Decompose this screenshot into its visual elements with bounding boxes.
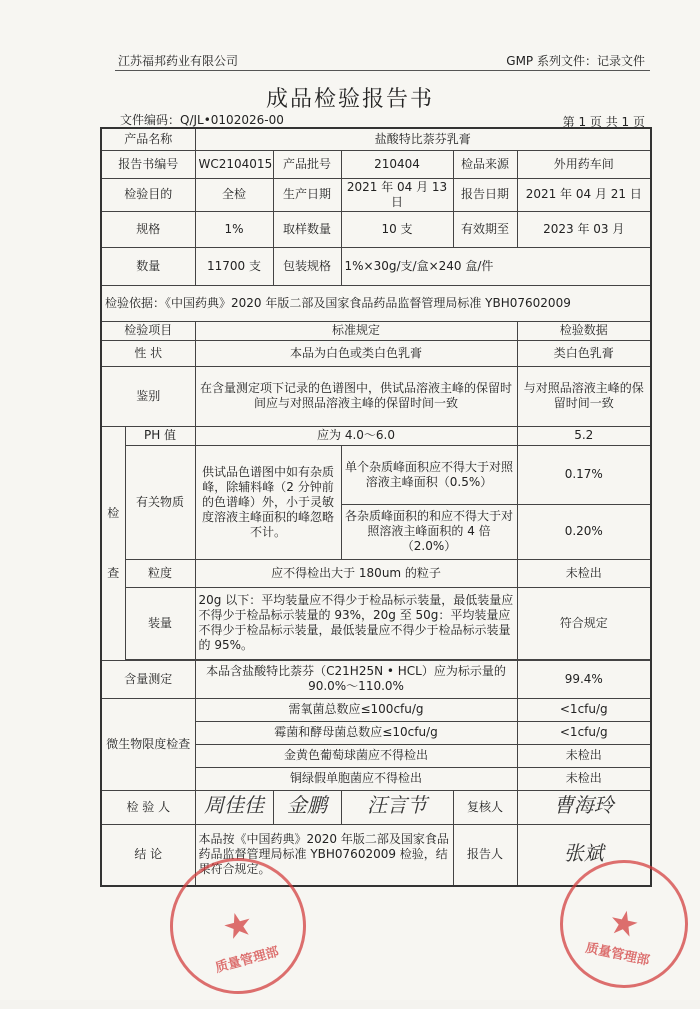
character-label: 性 状 <box>101 340 195 366</box>
stamp-star-icon: ★ <box>604 901 644 947</box>
micro-result-2: <1cfu/g <box>517 721 651 744</box>
conclusion-text: 本品按《中国药典》2020 年版二部及国家食品药品监督管理局标准 YBH07602009 检验，结果符合规定。 <box>195 824 453 886</box>
company-name: 江苏福邦药业有限公司 <box>118 54 239 68</box>
identification-result: 与对照品溶液主峰的保留时间一致 <box>517 366 651 426</box>
doc-number: 文件编码：Q/JL•0102026-00 <box>120 113 284 127</box>
gmp-label: GMP 系列文件：记录文件 <box>506 54 645 68</box>
row-assay <box>101 660 651 698</box>
row-character <box>101 340 651 366</box>
stamp-right-text: 质量管理部 <box>584 940 651 969</box>
product-name-label: 产品名称 <box>101 128 195 150</box>
inspector-signature-1 <box>195 790 273 824</box>
reporter-label: 报告人 <box>453 824 517 886</box>
particle-label: 粒度 <box>125 559 195 587</box>
row-fill <box>101 587 651 659</box>
micro-standard-2: 霉菌和酵母菌总数应≤10cfu/g <box>195 721 517 744</box>
assay-label: 含量测定 <box>101 660 195 698</box>
assay-standard: 本品含盐酸特比萘芬（C21H25N • HCL）应为标示量的 90.0%～110.0% <box>195 660 517 698</box>
col-item-header: 检验项目 <box>101 321 195 340</box>
report-date-value: 2021 年 04 月 21 日 <box>517 178 651 211</box>
row-inspector <box>101 790 651 824</box>
related-general-standard: 供试品色谱图中如有杂质峰，除辅料峰（2 分钟前的色谱峰）外，小于灵敏度溶液主峰面积的峰忽略不计。 <box>195 445 341 559</box>
fill-label: 装量 <box>125 587 195 659</box>
fill-result: 符合规定 <box>517 587 651 659</box>
particle-result: 未检出 <box>517 559 651 587</box>
micro-standard-3: 金黄色葡萄球菌应不得检出 <box>195 744 517 767</box>
expiry-value: 2023 年 03 月 <box>517 211 651 247</box>
sample-qty-label: 取样数量 <box>273 211 341 247</box>
reporter-signature-text: 张斌 <box>563 840 604 865</box>
report-date-label: 报告日期 <box>453 178 517 211</box>
report-title: 成品检验报告书 <box>265 87 434 112</box>
qty-value: 11700 支 <box>195 247 273 285</box>
related-total-standard: 各杂质峰面积的和应不得大于对照溶液主峰面积的 4 倍（2.0%） <box>341 504 517 559</box>
spec-label: 规格 <box>101 211 195 247</box>
fill-standard: 20g 以下：平均装量应不得少于检品标示装量，最低装量应不得少于检品标示装量的 93%，20g 至 50g：平均装量应不得少于检品标示装量，最低装量应不得少于检品标示装量的 95%。 <box>195 587 517 659</box>
product-name-value: 盐酸特比萘芬乳膏 <box>195 128 651 150</box>
conclusion-label: 结 论 <box>101 824 195 886</box>
purpose-label: 检验目的 <box>101 178 195 211</box>
report-no-label: 报告书编号 <box>101 150 195 178</box>
pack-label: 包装规格 <box>273 247 341 285</box>
source-label: 检品来源 <box>453 150 517 178</box>
related-label: 有关物质 <box>125 445 195 559</box>
spec-value: 1% <box>195 211 273 247</box>
micro-result-3: 未检出 <box>517 744 651 767</box>
inspector-signature-3 <box>341 790 453 824</box>
ph-label: PH 值 <box>125 426 195 445</box>
row-particle <box>101 559 651 587</box>
reviewer-label: 复核人 <box>453 790 517 824</box>
stamp-left-text: 质量管理部 <box>213 944 281 976</box>
related-total-result: 0.20% <box>517 504 651 559</box>
assay-result: 99.4% <box>517 660 651 698</box>
micro-result-1: <1cfu/g <box>517 698 651 721</box>
report-table <box>100 127 652 887</box>
micro-standard-4: 铜绿假单胞菌应不得检出 <box>195 767 517 790</box>
inspector-signature-2 <box>273 790 341 824</box>
row-quantity <box>101 247 651 285</box>
sample-qty-value: 10 支 <box>341 211 453 247</box>
mfg-date-label: 生产日期 <box>273 178 341 211</box>
check-group-text: 检 查 <box>107 505 120 580</box>
row-basis <box>101 285 651 321</box>
identification-label: 鉴别 <box>101 366 195 426</box>
row-ph <box>101 426 651 445</box>
col-standard-header: 标准规定 <box>195 321 517 340</box>
row-identification <box>101 366 651 426</box>
ph-standard: 应为 4.0～6.0 <box>195 426 517 445</box>
row-report-no <box>101 150 651 178</box>
qty-label: 数量 <box>101 247 195 285</box>
row-micro-1 <box>101 698 651 721</box>
batch-value: 210404 <box>341 150 453 178</box>
row-purpose <box>101 178 651 211</box>
character-result: 类白色乳膏 <box>517 340 651 366</box>
micro-result-4: 未检出 <box>517 767 651 790</box>
ph-result: 5.2 <box>517 426 651 445</box>
expiry-label: 有效期至 <box>453 211 517 247</box>
micro-label: 微生物限度检查 <box>101 698 195 790</box>
source-value: 外用药车间 <box>517 150 651 178</box>
pack-value: 1%×30g/支/盒×240 盒/件 <box>341 247 651 285</box>
purpose-value: 全检 <box>195 178 273 211</box>
row-columns <box>101 321 651 340</box>
page-number: 第 1 页 共 1 页 <box>562 115 645 129</box>
reviewer-signature <box>517 790 651 824</box>
inspector-label: 检 验 人 <box>101 790 195 824</box>
batch-label: 产品批号 <box>273 150 341 178</box>
row-related-single <box>101 445 651 504</box>
micro-standard-1: 需氧菌总数应≤100cfu/g <box>195 698 517 721</box>
stamp-star-icon: ★ <box>218 902 258 950</box>
report-no-value: WC2104015 <box>195 150 273 178</box>
signature-2: 金鹏 <box>287 793 328 817</box>
character-standard: 本品为白色或类白色乳膏 <box>195 340 517 366</box>
reviewer-signature-text: 曹海玲 <box>553 793 614 817</box>
signature-1: 周佳佳 <box>204 793 265 817</box>
header-divider <box>115 70 650 71</box>
signature-3: 汪言节 <box>367 793 428 817</box>
test-basis: 检验依据：《中国药典》2020 年版二部及国家食品药品监督管理局标准 YBH07602009 <box>101 285 651 321</box>
row-conclusion <box>101 824 651 886</box>
row-product-name <box>101 128 651 150</box>
particle-standard: 应不得检出大于 180um 的粒子 <box>195 559 517 587</box>
col-result-header: 检验数据 <box>517 321 651 340</box>
row-spec <box>101 211 651 247</box>
mfg-date-value: 2021 年 04 月 13 日 <box>341 178 453 211</box>
identification-standard: 在含量测定项下记录的色谱图中，供试品溶液主峰的保留时间应与对照品溶液主峰的保留时间一致 <box>195 366 517 426</box>
check-group-label <box>101 426 125 660</box>
related-single-result: 0.17% <box>517 445 651 504</box>
related-single-standard: 单个杂质峰面积应不得大于对照溶液主峰面积（0.5%） <box>341 445 517 504</box>
